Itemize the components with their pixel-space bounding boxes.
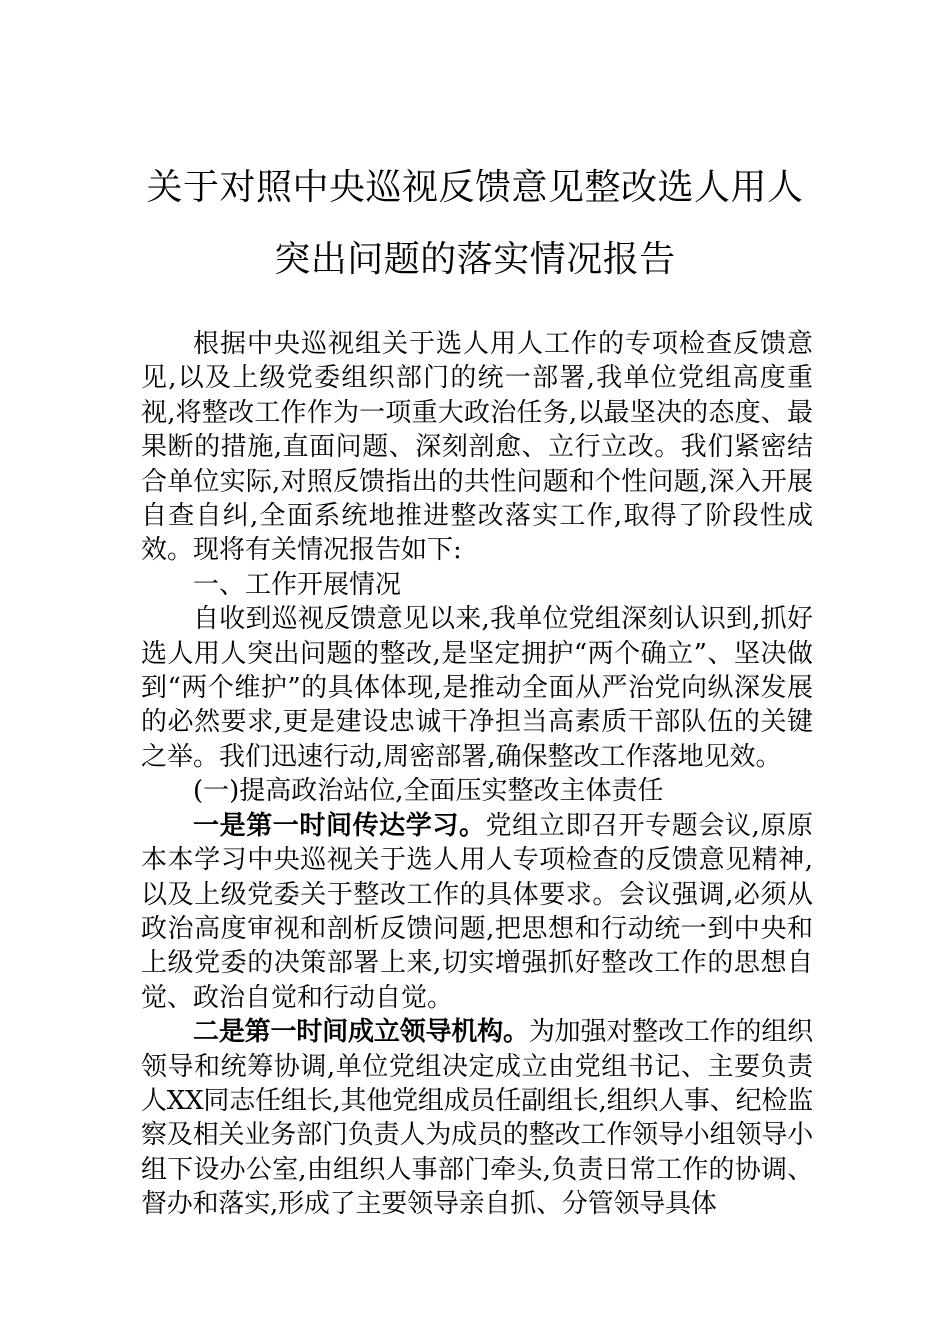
document-title-line-1: 关于对照中央巡视反馈意见整改选人用人 xyxy=(146,167,804,208)
point-2-lead: 二是第一时间成立领导机构。 xyxy=(193,1017,529,1048)
point-1-paragraph xyxy=(141,809,813,1015)
point-1-lead: 一是第一时间传达学习。 xyxy=(193,810,486,841)
document-title-line-2: 突出问题的落实情况报告 xyxy=(274,239,676,280)
point-2-text: 为加强对整改工作的组织领导和统筹协调,单位党组决定成立由党组书记、主要负责人XX同志任组长,其他党组成员任副组长,组织人事、纪检监察及相关业务部门负责人为成员的整改工作领导小组领导小组下设办公室,由组织人事部门牵头,负责日常工作的协调、督办和落实,形成了主要领导亲自抓、分管领导具体 xyxy=(141,1017,813,1220)
document-body xyxy=(141,327,813,1222)
point-1-text: 党组立即召开专题会议,原原本本学习中央巡视关于选人用人专项检查的反馈意见精神,以及上级党委关于整改工作的具体要求。会议强调,必须从政治高度审视和剖析反馈问题,把思想和行动统一到中央和上级党委的决策部署上来,切实增强抓好整改工作的思想自觉、政治自觉和行动自觉。 xyxy=(141,810,813,1013)
point-2-paragraph xyxy=(141,1015,813,1221)
section-1-paragraph: 自收到巡视反馈意见以来,我单位党组深刻认识到,抓好选人用人突出问题的整改,是坚定拥护“两个确立”、坚决做到“两个维护”的具体体现,是推动全面从严治党向纵深发展的必然要求,更是建设忠诚干净担当高素质干部队伍的关键之举。我们迅速行动,周密部署,确保整改工作落地见效。 xyxy=(141,604,813,772)
subsection-heading-1: (一)提高政治站位,全面压实整改主体责任 xyxy=(193,776,664,807)
intro-paragraph: 根据中央巡视组关于选人用人工作的专项检查反馈意见,以及上级党委组织部门的统一部署,我单位党组高度重视,将整改工作作为一项重大政治任务,以最坚决的态度、最果断的措施,直面问题、深刻剖愈、立行立改。我们紧密结合单位实际,对照反馈指出的共性问题和个性问题,深入开展自查自纠,全面系统地推进整改落实工作,取得了阶段性成效。现将有关情况报告如下: xyxy=(141,329,813,566)
section-heading-1: 一、工作开展情况 xyxy=(193,569,402,600)
